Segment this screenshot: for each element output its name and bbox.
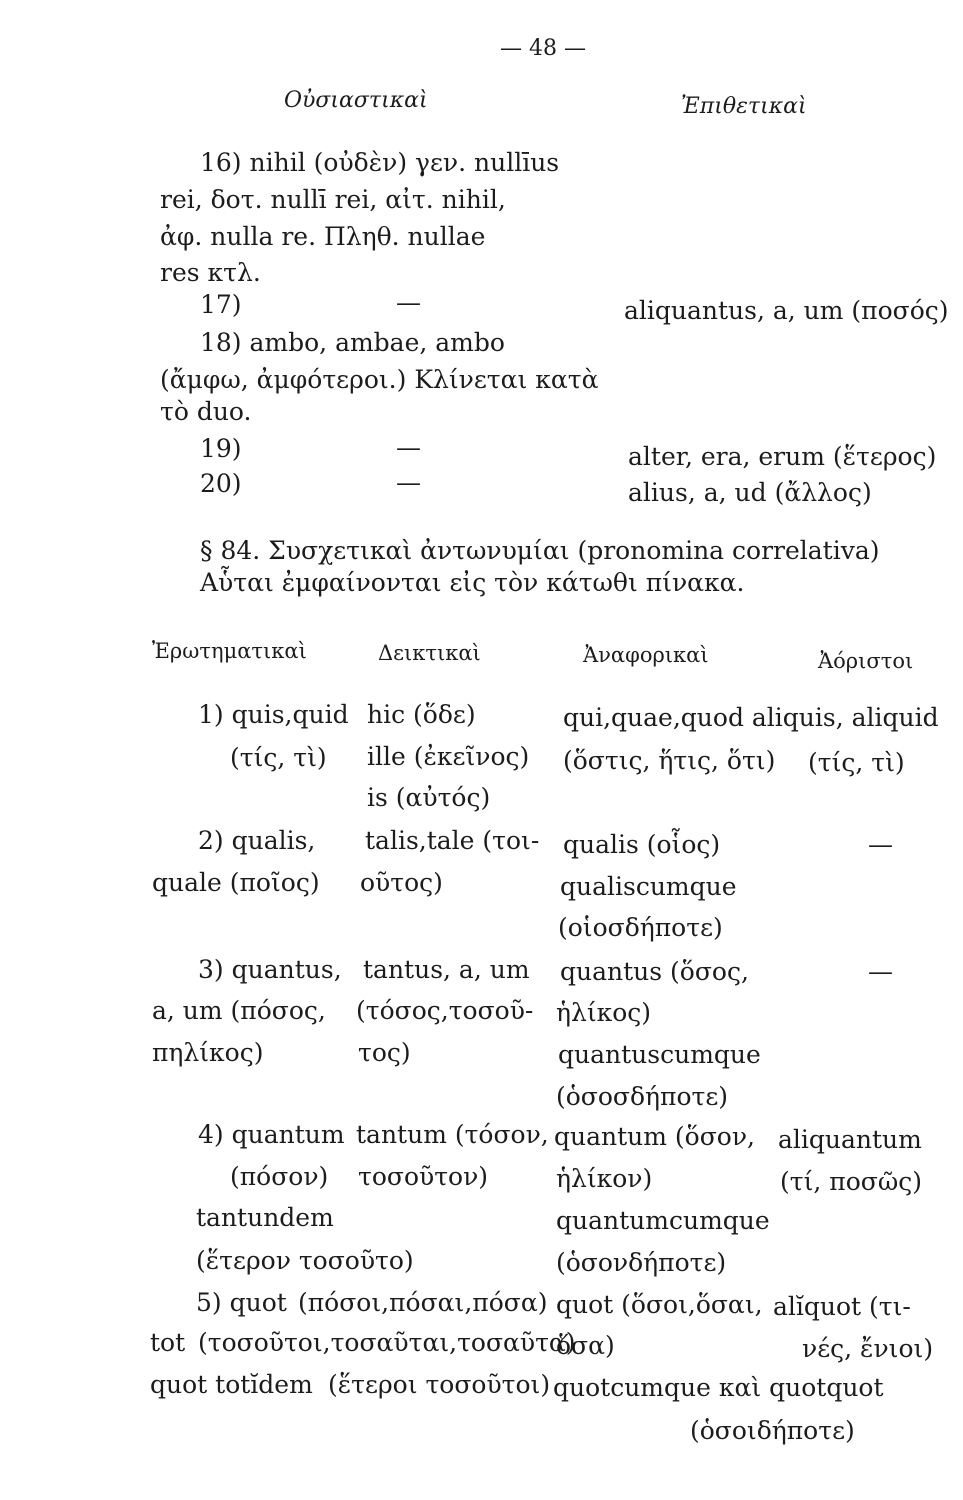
table-cell: qui,quae,quod aliquis, aliquid bbox=[563, 703, 939, 732]
entry-18-line: 18) ambo, ambae, ambo bbox=[200, 328, 505, 357]
table-cell: tantum (τόσον, bbox=[356, 1120, 549, 1149]
section-subtitle: Αὗται ἐμφαίνονται εἰς τὸν κάτωθι πίνακα. bbox=[200, 568, 745, 597]
table-cell: (ὅστις, ἥτις, ὅτι) bbox=[563, 746, 776, 775]
table-cell: (ὁσονδήποτε) bbox=[556, 1248, 727, 1277]
table-cell: talis,tale (τοι- bbox=[365, 826, 540, 855]
table-cell: quantus (ὅσος, bbox=[560, 957, 749, 986]
table-cell: qualiscumque bbox=[560, 872, 737, 901]
table-cell: (τοσοῦτοι,τοσαῦται,τοσαῦτα) bbox=[198, 1328, 576, 1357]
page-number: — 48 — bbox=[500, 36, 586, 61]
entry-19-adjective: alter, era, erum (ἕτερος) bbox=[628, 442, 937, 471]
right-column-heading: Ἐπιθετικαὶ bbox=[681, 94, 807, 119]
entry-18-line: (ἄμφω, ἀμφότεροι.) Κλίνεται κατὰ bbox=[160, 365, 599, 394]
table-cell: tantus, a, um bbox=[363, 955, 530, 984]
table-header-indefinite: Ἀόριστοι bbox=[818, 649, 914, 673]
table-header-relative: Ἀναφορικαὶ bbox=[583, 643, 709, 667]
entry-18-line: τὸ duo. bbox=[160, 397, 252, 426]
table-cell: — bbox=[868, 957, 893, 986]
table-cell: πηλίκος) bbox=[152, 1038, 264, 1067]
table-header-interrogative: Ἐρωτηματικαὶ bbox=[152, 639, 307, 663]
entry-19-dash: — bbox=[396, 433, 421, 462]
table-cell: a, um (πόσος, bbox=[152, 996, 326, 1025]
entry-20-dash: — bbox=[396, 468, 421, 497]
entry-16-line: rei, δοτ. nullī rei, αἰτ. nihil, bbox=[160, 185, 506, 214]
table-cell: quale (ποῖος) bbox=[152, 868, 320, 897]
table-cell: (τίς, τὶ) bbox=[230, 743, 327, 772]
table-cell: 2) qualis, bbox=[198, 826, 316, 855]
table-cell: tantundem bbox=[196, 1203, 334, 1232]
table-cell: (ὁσοιδήποτε) bbox=[690, 1416, 855, 1445]
table-cell: quantum (ὅσον, bbox=[554, 1122, 755, 1151]
table-cell: hic (ὅδε) bbox=[367, 700, 476, 729]
entry-19-number: 19) bbox=[200, 434, 242, 463]
table-cell: is (αὐτός) bbox=[367, 783, 491, 812]
table-cell: (τόσος,τοσοῦ- bbox=[356, 996, 534, 1025]
table-header-demonstrative: Δεικτικαὶ bbox=[378, 641, 481, 665]
section-title: § 84. Συσχετικαὶ ἀντωνυμίαι (pronomina correlativa) bbox=[200, 536, 880, 565]
table-cell: (οἱοσδήποτε) bbox=[558, 913, 723, 942]
table-cell: quot (ὅσοι,ὅσαι, bbox=[556, 1290, 763, 1319]
table-cell: qualis (οἷος) bbox=[563, 830, 721, 859]
table-cell: (πόσον) bbox=[230, 1162, 329, 1191]
table-cell: τος) bbox=[358, 1038, 411, 1067]
table-cell: τοσοῦτον) bbox=[358, 1162, 489, 1191]
table-cell: νές, ἔνιοι) bbox=[802, 1334, 934, 1363]
left-column-heading: Οὐσιαστικαὶ bbox=[284, 88, 428, 113]
table-cell: quot totĭdem bbox=[150, 1370, 313, 1399]
entry-16-line: ἀφ. nulla re. Πληθ. nullae bbox=[160, 222, 486, 251]
table-cell: 3) quantus, bbox=[198, 955, 342, 984]
entry-17-adjective: aliquantus, a, um (ποσός) bbox=[624, 296, 949, 325]
table-cell: (ἕτεροι τοσοῦτοι) bbox=[328, 1370, 551, 1399]
entry-17-number: 17) bbox=[200, 290, 242, 319]
table-cell: ἡλίκον) bbox=[556, 1164, 653, 1193]
table-cell: tot bbox=[150, 1328, 186, 1357]
entry-20-number: 20) bbox=[200, 469, 242, 498]
table-cell: οῦτος) bbox=[360, 868, 443, 897]
table-cell: aliquantum bbox=[778, 1125, 922, 1154]
table-cell: quantumcumque bbox=[556, 1206, 770, 1235]
entry-20-adjective: alius, a, ud (ἄλλος) bbox=[628, 478, 872, 507]
table-cell: (τίς, τὶ) bbox=[808, 748, 905, 777]
table-cell: 1) quis,quid bbox=[198, 700, 349, 729]
table-cell: 4) quantum bbox=[198, 1120, 345, 1149]
table-cell: quotcumque καὶ quotquot bbox=[553, 1373, 884, 1402]
table-cell: ἡλίκος) bbox=[556, 998, 652, 1027]
table-cell: ὅσα) bbox=[556, 1331, 615, 1360]
table-cell: (πόσοι,πόσαι,πόσα) bbox=[298, 1288, 548, 1317]
table-cell: (ὁσοσδήποτε) bbox=[556, 1082, 729, 1111]
table-cell: (ἕτερον τοσοῦτο) bbox=[196, 1246, 414, 1275]
table-cell: (τί, ποσῶς) bbox=[780, 1167, 922, 1196]
table-cell: quantuscumque bbox=[558, 1040, 761, 1069]
table-cell: alĭquot (τι- bbox=[773, 1292, 911, 1321]
table-cell: 5) quot bbox=[196, 1288, 287, 1317]
entry-16-line: 16) nihil (οὐδὲν) γεν. nullīus bbox=[200, 148, 560, 177]
table-cell: ille (ἐκεῖνος) bbox=[367, 742, 530, 771]
table-cell: — bbox=[868, 830, 893, 859]
entry-17-dash: — bbox=[396, 288, 421, 317]
entry-16-line: res κτλ. bbox=[160, 258, 261, 287]
